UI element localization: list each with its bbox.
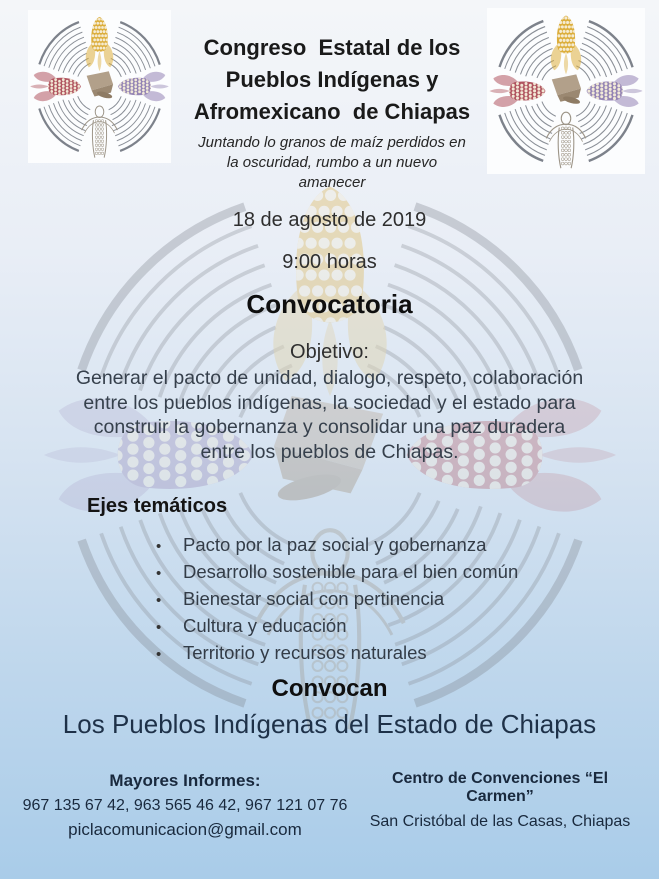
poster-subtitle-line: amanecer: [298, 174, 366, 191]
venue-name: Centro de Convenciones “El Carmen”: [391, 770, 609, 805]
contact-heading: Mayores Informes:: [109, 771, 261, 790]
objective-line: entre los pueblos indígenas, la sociedad y el estado para: [83, 391, 576, 414]
poster-subtitle: [168, 133, 496, 193]
themes-heading: Ejes temáticos: [87, 495, 228, 517]
bullet-icon: •: [156, 646, 162, 663]
poster-title-line: Congreso Estatal de los: [203, 35, 461, 60]
objective-line: construir la gobernanza y consolidar una paz duradera: [93, 416, 566, 438]
list-item: [156, 535, 518, 555]
theme-item-label: Desarrollo sostenible para el bien común: [183, 561, 519, 582]
theme-item-label: Cultura y educación: [183, 615, 347, 636]
event-date: 18 de agosto de 2019: [232, 209, 427, 231]
contact-email: piclacomunicacion@gmail.com: [68, 820, 302, 839]
poster-subtitle-line: Juntando lo granos de maíz perdidos en: [198, 134, 466, 151]
poster-title-line: Afromexicano de Chiapas: [193, 99, 471, 124]
venue-location: San Cristóbal de las Casas, Chiapas: [369, 813, 631, 830]
bullet-icon: •: [156, 538, 162, 555]
bullet-icon: •: [156, 592, 162, 609]
footer-contact-block: [20, 771, 350, 840]
list-item: [156, 616, 518, 636]
event-time: 9:00 horas: [282, 251, 377, 273]
objective-line: entre los pueblos de Chiapas.: [200, 440, 459, 463]
themes-list: [156, 535, 518, 670]
congress-logo-left-icon: [28, 10, 171, 163]
header-title-block: [168, 32, 496, 193]
bullet-icon: •: [156, 565, 162, 582]
list-item: [156, 562, 518, 582]
theme-item-label: Territorio y recursos naturales: [183, 642, 427, 663]
list-item: [156, 589, 518, 609]
convocan-heading: Convocan: [271, 675, 388, 702]
congress-logo-right-icon: [487, 8, 645, 174]
contact-phones: 967 135 67 42, 963 565 46 42, 967 121 07 76: [22, 797, 348, 814]
convocatoria-heading: Convocatoria: [246, 289, 413, 319]
bullet-icon: •: [156, 619, 162, 636]
convocan-text: Los Pueblos Indígenas del Estado de Chiapas: [62, 709, 597, 739]
theme-item-label: Pacto por la paz social y gobernanza: [183, 534, 487, 555]
footer-venue-block: [361, 770, 639, 831]
objective-line: Generar el pacto de unidad, dialogo, respeto, colaboración: [75, 367, 584, 389]
objective-paragraph: [0, 366, 659, 464]
list-item: [156, 643, 518, 663]
poster-title-line: Pueblos Indígenas y: [225, 67, 439, 92]
objective-label: Objetivo:: [290, 341, 369, 363]
theme-item-label: Bienestar social con pertinencia: [183, 588, 445, 609]
poster-subtitle-line: la oscuridad, rumbo a un nuevo: [226, 154, 438, 171]
